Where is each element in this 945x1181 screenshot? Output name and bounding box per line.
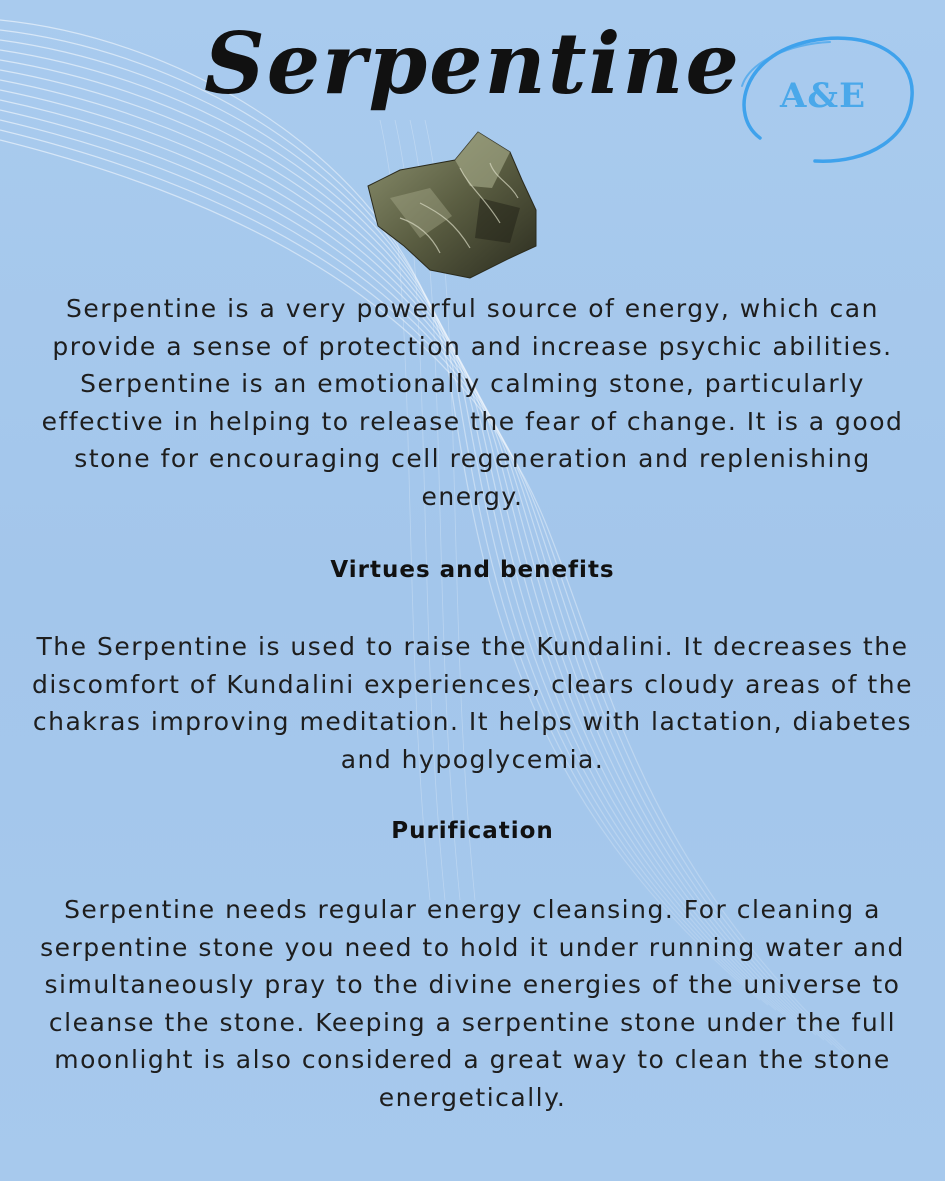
section-body-virtues: The Serpentine is used to raise the Kundalini. It decreases the discomfort of Kundalini experiences, clears cloudy areas of the chakras improving meditation. It helps with lactation, diabetes and hypoglycemia. <box>32 632 913 774</box>
section-heading-purification: Purification <box>391 818 554 844</box>
logo-text: A&E <box>780 76 866 116</box>
serpentine-stone-image <box>360 128 540 288</box>
intro-paragraph: Serpentine is a very powerful source of energy, which can provide a sense of protection and increase psychic abilities. Serpentine is an emotionally calming stone, particularly effective in helping to release the fear of change. It is a good stone for encouraging cell regeneration and replenishing energy. <box>41 294 904 511</box>
section-heading-virtues: Virtues and benefits <box>330 557 615 583</box>
page-title: Serpentine <box>204 14 741 113</box>
section-body-purification: Serpentine needs regular energy cleansing. For cleaning a serpentine stone you need to hold it under running water and simultaneously pray to the divine energies of the universe to cleanse the stone. Keeping a serpentine stone under the full moonlight is also considered a great way to clean the stone energetically. <box>40 895 905 1112</box>
brand-logo <box>730 26 916 166</box>
